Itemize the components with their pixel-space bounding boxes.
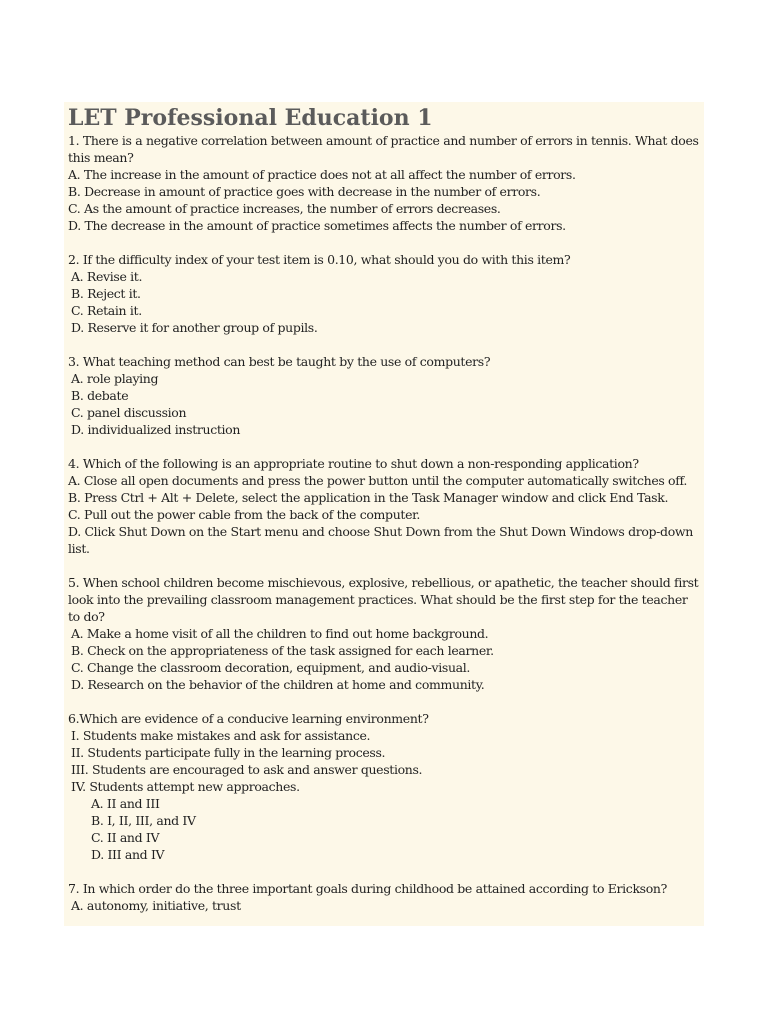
statement-item: II. Students participate fully in the learning process. <box>71 745 386 760</box>
answer-option: C. As the amount of practice increases, the number of errors decreases. <box>68 201 501 216</box>
statement-item: IV. Students attempt new approaches. <box>71 779 300 794</box>
answer-option: B. Press Ctrl + Alt + Delete, select the application in the Task Manager window and click End Task. <box>68 490 669 505</box>
answer-option: A. Make a home visit of all the children to find out home background. <box>71 626 489 641</box>
answer-option: A. autonomy, initiative, trust <box>71 898 241 913</box>
question-7 <box>68 880 700 914</box>
answer-option: B. debate <box>71 388 129 403</box>
question-text: 5. When school children become mischievous, explosive, rebellious, or apathetic, the teacher should first look into the prevailing classroom management practices. What should be the first step for the teacher to do? <box>68 575 699 624</box>
answer-option: D. Click Shut Down on the Start menu and choose Shut Down from the Shut Down Windows drop-down list. <box>68 524 693 556</box>
answer-option: C. panel discussion <box>71 405 187 420</box>
question-3 <box>68 353 700 438</box>
answer-option: C. Change the classroom decoration, equipment, and audio-visual. <box>71 660 471 675</box>
document-body <box>68 132 700 914</box>
answer-option: B. I, II, III, and IV <box>91 813 196 828</box>
document-title: LET Professional Education 1 <box>68 105 433 131</box>
answer-option: D. The decrease in the amount of practice sometimes affects the number of errors. <box>68 218 566 233</box>
question-text: 1. There is a negative correlation between amount of practice and number of errors in tennis. What does this mean? <box>68 133 699 165</box>
question-text: 7. In which order do the three important goals during childhood be attained according to Erickson? <box>68 881 667 896</box>
answer-option: A. role playing <box>71 371 159 386</box>
question-4 <box>68 455 700 557</box>
answer-options <box>68 625 700 693</box>
answer-option: A. II and III <box>91 796 160 811</box>
answer-options <box>68 370 700 438</box>
question-text: 3. What teaching method can best be taught by the use of computers? <box>68 354 491 369</box>
answer-option: D. Research on the behavior of the children at home and community. <box>71 677 485 692</box>
document-page <box>64 102 704 926</box>
answer-option: A. The increase in the amount of practice does not at all affect the number of errors. <box>68 167 576 182</box>
answer-option: B. Reject it. <box>71 286 141 301</box>
question-6 <box>68 710 700 863</box>
answer-option: D. individualized instruction <box>71 422 241 437</box>
answer-option: D. III and IV <box>91 847 165 862</box>
answer-options <box>68 897 700 914</box>
answer-option: A. Revise it. <box>71 269 143 284</box>
statement-list <box>68 727 700 795</box>
question-text: 4. Which of the following is an appropriate routine to shut down a non-responding application? <box>68 456 639 471</box>
answer-option: C. Retain it. <box>71 303 142 318</box>
answer-options <box>68 166 700 234</box>
question-2 <box>68 251 700 336</box>
answer-options <box>68 268 700 336</box>
statement-item: III. Students are encouraged to ask and answer questions. <box>71 762 423 777</box>
answer-option: A. Close all open documents and press the power button until the computer automatically switches off. <box>68 473 687 488</box>
answer-option: D. Reserve it for another group of pupils. <box>71 320 318 335</box>
answer-option: C. II and IV <box>91 830 160 845</box>
answer-option: C. Pull out the power cable from the back of the computer. <box>68 507 421 522</box>
question-1 <box>68 132 700 234</box>
question-text: 2. If the difficulty index of your test item is 0.10, what should you do with this item? <box>68 252 571 267</box>
answer-options <box>68 795 700 863</box>
question-text: 6.Which are evidence of a conducive learning environment? <box>68 711 429 726</box>
statement-item: I. Students make mistakes and ask for assistance. <box>71 728 371 743</box>
answer-option: B. Decrease in amount of practice goes with decrease in the number of errors. <box>68 184 541 199</box>
answer-options <box>68 472 700 557</box>
question-5 <box>68 574 700 693</box>
answer-option: B. Check on the appropriateness of the task assigned for each learner. <box>71 643 494 658</box>
